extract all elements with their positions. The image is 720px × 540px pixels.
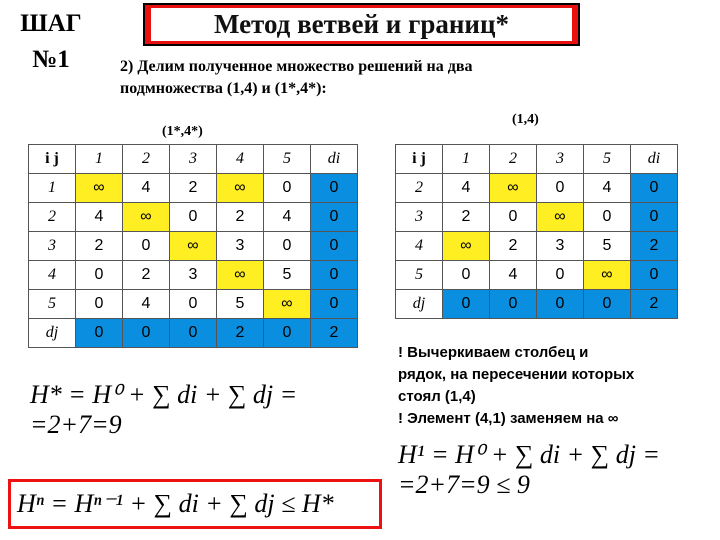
- matrix-cell: ∞: [217, 261, 264, 290]
- matrix-cell: 2: [443, 203, 490, 232]
- step-label: [6, 6, 96, 78]
- matrix-cell: 5: [264, 261, 311, 290]
- matrix-cell: 0: [264, 319, 311, 348]
- bound-formula: Hⁿ = Hⁿ⁻¹ + ∑ di + ∑ dj ≤ H*: [17, 489, 334, 518]
- matrix-cell: 0: [170, 319, 217, 348]
- row-header: 5: [29, 290, 76, 319]
- formula-b-line-1: H¹ = H⁰ + ∑ di + ∑ dj =: [398, 440, 660, 469]
- matrix-a-col-header: 1: [76, 145, 123, 174]
- matrix-cell: 0: [537, 290, 584, 319]
- matrix-b-col-header: 5: [584, 145, 631, 174]
- matrix-a-table: [28, 144, 358, 348]
- row-header: 2: [396, 174, 443, 203]
- matrix-a-col-header: 2: [123, 145, 170, 174]
- matrix-cell: 0: [443, 261, 490, 290]
- matrix-cell: ∞: [217, 174, 264, 203]
- matrix-cell: 0: [631, 174, 678, 203]
- matrix-cell: 0: [584, 203, 631, 232]
- matrix-cell: 0: [311, 232, 358, 261]
- table-row: [396, 203, 678, 232]
- subtitle: [120, 56, 620, 100]
- matrix-b-col-header: 2: [490, 145, 537, 174]
- matrix-cell: 0: [631, 261, 678, 290]
- table-row: [29, 261, 358, 290]
- subtitle-line-1: 2) Делим полученное множество решений на два: [120, 58, 473, 75]
- matrix-cell: 5: [217, 290, 264, 319]
- matrix-cell: 4: [584, 174, 631, 203]
- matrix-cell: 2: [631, 290, 678, 319]
- formula-a: [30, 380, 297, 440]
- step-number: №1: [32, 46, 70, 73]
- matrix-cell: 4: [123, 174, 170, 203]
- row-header: 4: [29, 261, 76, 290]
- matrix-cell: 2: [170, 174, 217, 203]
- row-header: 1: [29, 174, 76, 203]
- matrix-cell: 0: [490, 290, 537, 319]
- matrix-cell: 0: [311, 261, 358, 290]
- matrix-cell: 3: [537, 232, 584, 261]
- subtitle-line-2: подмножества (1,4) и (1*,4*):: [120, 80, 327, 97]
- matrix-cell: 0: [170, 290, 217, 319]
- matrix-cell: 0: [264, 232, 311, 261]
- formula-b: [398, 440, 660, 500]
- matrix-cell: 2: [490, 232, 537, 261]
- matrix-b-col-header: 1: [443, 145, 490, 174]
- matrix-cell: 0: [264, 174, 311, 203]
- matrix-cell: 0: [537, 261, 584, 290]
- formula-b-line-2: =2+7=9 ≤ 9: [398, 470, 530, 499]
- matrix-b-table: [395, 144, 678, 319]
- row-header: 4: [396, 232, 443, 261]
- matrix-cell: ∞: [264, 290, 311, 319]
- table-row: [29, 319, 358, 348]
- table-row: [396, 174, 678, 203]
- matrix-cell: 2: [311, 319, 358, 348]
- matrix-cell: ∞: [490, 174, 537, 203]
- matrix-b-col-header: di: [631, 145, 678, 174]
- matrix-cell: 2: [631, 232, 678, 261]
- matrix-a-header-row: [29, 145, 358, 174]
- table-row: [396, 261, 678, 290]
- matrix-cell: ∞: [537, 203, 584, 232]
- matrix-cell: 0: [631, 203, 678, 232]
- matrix-cell: 3: [170, 261, 217, 290]
- bound-formula-frame: [8, 479, 382, 529]
- matrix-cell: 2: [76, 232, 123, 261]
- matrix-cell: 2: [217, 319, 264, 348]
- table-row: [29, 203, 358, 232]
- row-header: 3: [29, 232, 76, 261]
- formula-a-line-1: H* = H⁰ + ∑ di + ∑ dj =: [30, 380, 298, 409]
- step-word: ШАГ: [20, 10, 82, 37]
- formula-a-line-2: =2+7=9: [30, 410, 122, 439]
- matrix-cell: 4: [264, 203, 311, 232]
- page-title: Метод ветвей и границ*: [151, 8, 572, 41]
- matrix-cell: 0: [490, 203, 537, 232]
- matrix-cell: 0: [443, 290, 490, 319]
- matrix-a-label: (1*,4*): [162, 124, 203, 139]
- matrix-cell: 0: [76, 290, 123, 319]
- note-line-4: ! Элемент (4,1) заменяем на ∞: [398, 410, 619, 427]
- matrix-cell: 3: [217, 232, 264, 261]
- note: [398, 342, 698, 430]
- matrix-b-col-header: 3: [537, 145, 584, 174]
- matrix-cell: 0: [123, 232, 170, 261]
- row-header: dj: [396, 290, 443, 319]
- matrix-cell: 0: [311, 290, 358, 319]
- matrix-a-corner: i j: [29, 145, 76, 174]
- matrix-cell: 5: [584, 232, 631, 261]
- table-row: [396, 232, 678, 261]
- matrix-b-label: (1,4): [512, 112, 539, 127]
- table-row: [29, 290, 358, 319]
- matrix-cell: 0: [584, 290, 631, 319]
- row-header: 2: [29, 203, 76, 232]
- row-header: 3: [396, 203, 443, 232]
- table-row: [396, 290, 678, 319]
- matrix-cell: 0: [76, 261, 123, 290]
- matrix-cell: 4: [123, 290, 170, 319]
- matrix-b-corner: i j: [396, 145, 443, 174]
- matrix-cell: 0: [311, 203, 358, 232]
- matrix-a-col-header: 4: [217, 145, 264, 174]
- matrix-cell: ∞: [170, 232, 217, 261]
- matrix-cell: ∞: [123, 203, 170, 232]
- row-header: dj: [29, 319, 76, 348]
- matrix-b-header-row: [396, 145, 678, 174]
- matrix-cell: 4: [443, 174, 490, 203]
- note-line-1: ! Вычеркиваем столбец и: [398, 344, 589, 361]
- note-line-3: стоял (1,4): [398, 388, 476, 405]
- matrix-cell: 4: [490, 261, 537, 290]
- matrix-cell: 0: [537, 174, 584, 203]
- matrix-a-col-header: 3: [170, 145, 217, 174]
- title-frame: [143, 3, 580, 46]
- matrix-cell: 0: [76, 319, 123, 348]
- matrix-cell: 2: [217, 203, 264, 232]
- note-line-2: рядок, на пересечении которых: [398, 366, 635, 383]
- matrix-cell: 4: [76, 203, 123, 232]
- matrix-cell: ∞: [584, 261, 631, 290]
- matrix-cell: 0: [311, 174, 358, 203]
- row-header: 5: [396, 261, 443, 290]
- table-row: [29, 232, 358, 261]
- matrix-a-col-header: 5: [264, 145, 311, 174]
- matrix-cell: ∞: [443, 232, 490, 261]
- matrix-cell: 2: [123, 261, 170, 290]
- matrix-cell: ∞: [76, 174, 123, 203]
- matrix-cell: 0: [170, 203, 217, 232]
- table-row: [29, 174, 358, 203]
- matrix-a-col-header: di: [311, 145, 358, 174]
- matrix-cell: 0: [123, 319, 170, 348]
